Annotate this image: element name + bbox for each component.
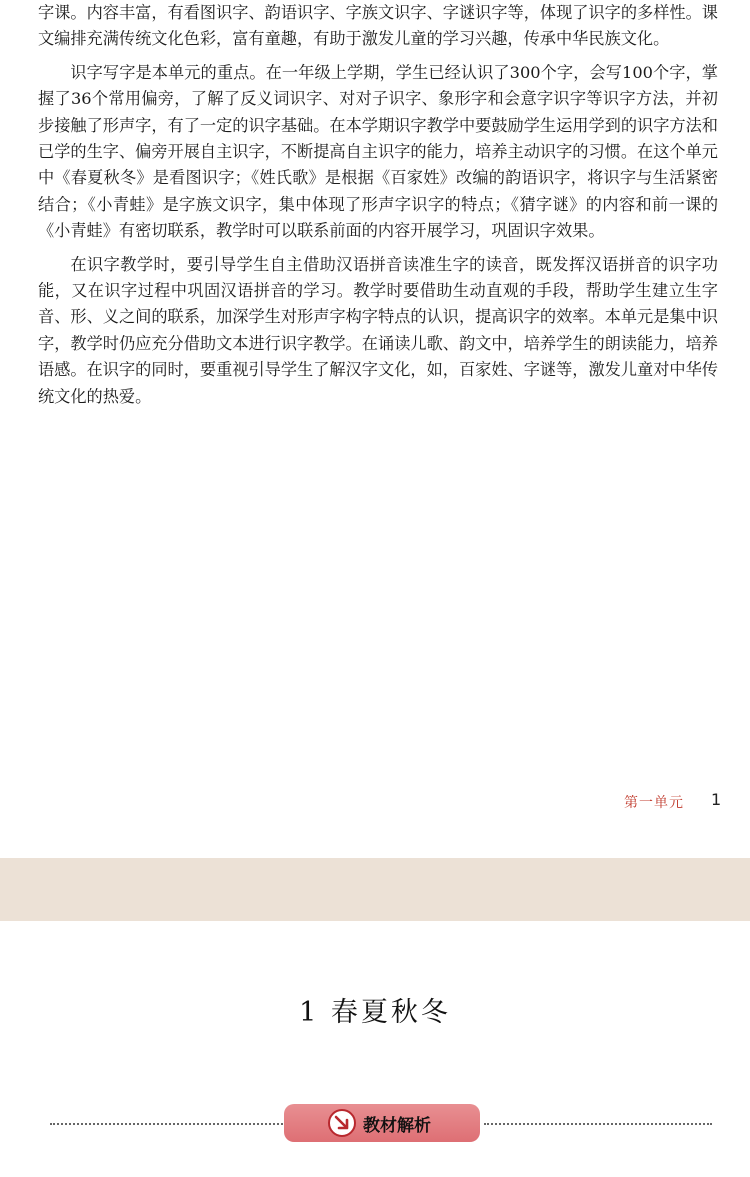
footer-unit-label: 第一单元: [624, 795, 684, 811]
page-number: 1: [711, 790, 722, 809]
lesson-title: 1 春夏秋冬: [299, 997, 451, 1028]
section-divider-left: [50, 1123, 283, 1125]
intro-paragraph-3: 在识字教学时，要引导学生自主借助汉语拼音读准生字的读音，既发挥汉语拼音的识字功能，又在识字过程中巩固汉语拼音的学习。教学时要借助生动直观的手段，帮助学生建立生字音、形、义之间的联系，加深学生对形声字构字特点的认识，提高识字的效率。本单元是集中识字，教学时仍应充分借助文本进行识字教学。在诵读儿歌、韵文中，培养学生的朗读能力，培养语感。在识字的同时，要重视引导学生了解汉字文化，如，百家姓、字谜等，激发儿童对中华传统文化的热爱。: [38, 254, 718, 406]
page-separator-band: [0, 858, 750, 921]
section-header-badge: [284, 1104, 480, 1142]
arrow-down-right-icon: [328, 1109, 356, 1137]
intro-paragraph-1: 字课。内容丰富，有看图识字、韵语识字、字族文识字、字谜识字等，体现了识字的多样性。课文编排充满传统文化色彩，富有童趣，有助于激发儿童的学习兴趣，传承中华民族文化。: [38, 3, 718, 49]
section-divider-right: [484, 1123, 712, 1125]
unit-intro-text: [38, 0, 718, 410]
intro-paragraph-2: 识字写字是本单元的重点。在一年级上学期，学生已经认识了300个字，会写100个字，掌握了36个常用偏旁，了解了反义词识字、对对子识字、象形字和会意字识字等识字方法，并初步接触了形声字，有了一定的识字基础。在本学期识字教学中要鼓励学生运用学到的识字方法和已学的生字、偏旁开展自主识字，不断提高自主识字的能力，培养主动识字的习惯。在这个单元中《春夏秋冬》是看图识字；《姓氏歌》是根据《百家姓》改编的韵语识字，将识字与生活紧密结合；《小青蛙》是字族文识字，集中体现了形声字识字的特点；《猜字谜》的内容和前一课的《小青蛙》有密切联系，教学时可以联系前面的内容开展学习，巩固识字效果。: [38, 62, 718, 241]
section-header-label: 教材解析: [363, 1115, 431, 1136]
